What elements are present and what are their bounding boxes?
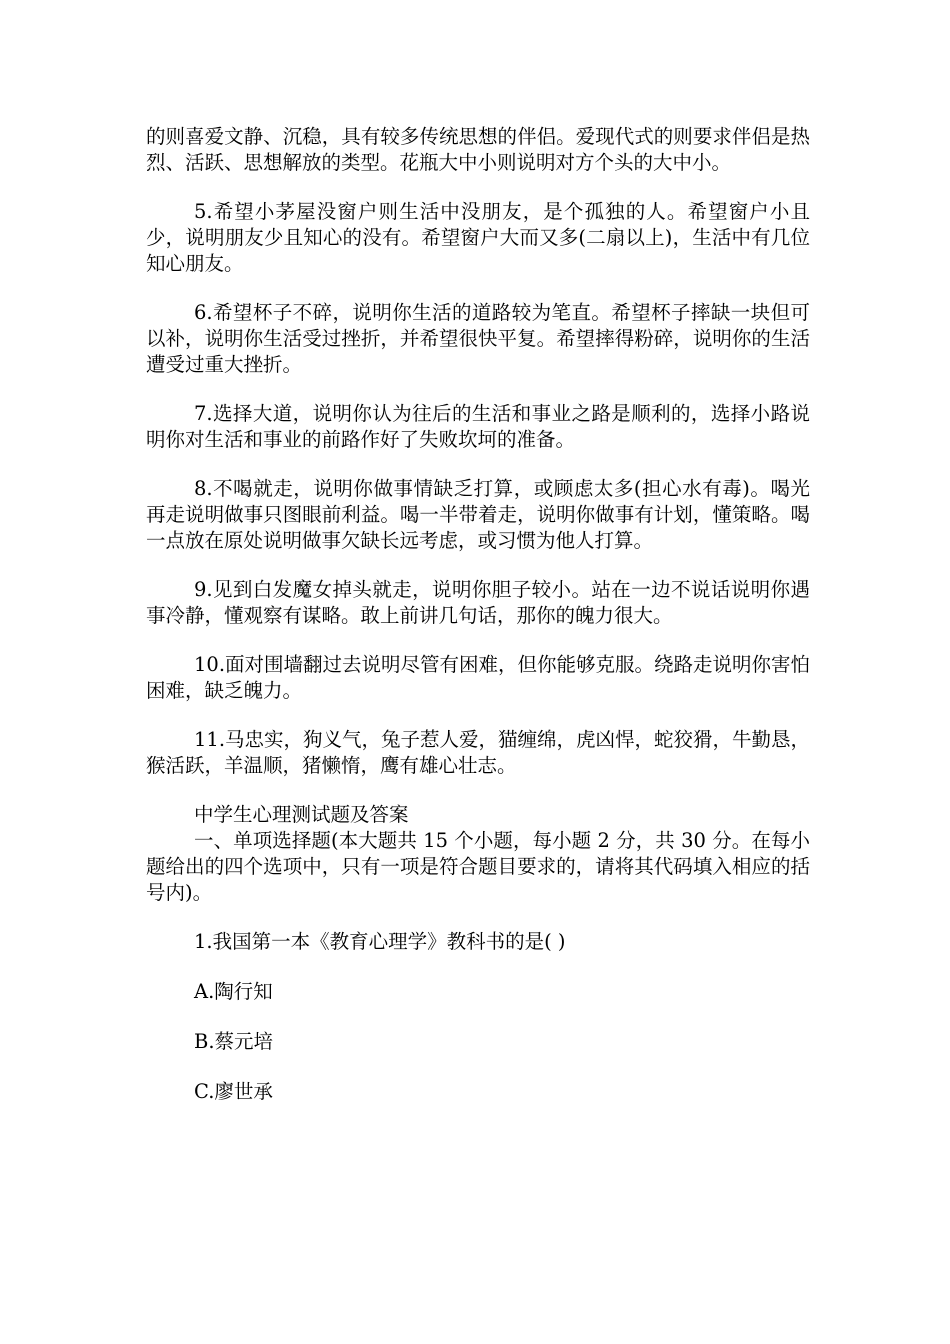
paragraph-item-10: 10.面对围墙翻过去说明尽管有困难，但你能够克服。绕路走说明你害怕困难，缺乏魄力。 [146,653,811,702]
paragraph-continuation: 的则喜爱文静、沉稳，具有较多传统思想的伴侣。爱现代式的则要求伴侣是热烈、活跃、思想解放的类型。花瓶大中小则说明对方个头的大中小。 [146,125,810,174]
option-a: A.陶行知 [194,980,273,1003]
paragraph-item-6: 6.希望杯子不碎，说明你生活的道路较为笔直。希望杯子摔缺一块但可以补，说明你生活受过挫折，并希望很快平复。希望摔得粉碎，说明你的生活遭受过重大挫折。 [146,301,810,376]
paragraph-item-11: 11.马忠实，狗义气，兔子惹人爱，猫缠绵，虎凶悍，蛇狡猾，牛勤恳，猴活跃，羊温顺，猪懒惰，鹰有雄心壮志。 [146,728,811,777]
option-b: B.蔡元培 [194,1030,274,1053]
section-instruction: 一、单项选择题(本大题共 15 个小题，每小题 2 分，共 30 分。在每小题给出的四个选项中，只有一项是符合题目要求的，请将其代码填入相应的括号内)。 [146,829,810,904]
document-body [146,124,810,1129]
paragraph-item-8: 8.不喝就走，说明你做事情缺乏打算，或顾虑太多(担心水有毒)。喝光再走说明做事只图眼前利益。喝一半带着走，说明你做事有计划，懂策略。喝一点放在原处说明做事欠缺长远考虑，或习惯为他人打算。 [146,477,810,552]
paragraph-item-7: 7.选择大道，说明你认为往后的生活和事业之路是顺利的，选择小路说明你对生活和事业的前路作好了失败坎坷的准备。 [146,402,810,451]
section-title: 中学生心理测试题及答案 [194,803,409,826]
option-c: C.廖世承 [194,1080,273,1103]
question-1: 1.我国第一本《教育心理学》教科书的是( ) [194,930,566,953]
paragraph-item-9: 9.见到白发魔女掉头就走，说明你胆子较小。站在一边不说话说明你遇事冷静，懂观察有谋略。敢上前讲几句话，那你的魄力很大。 [146,578,810,627]
paragraph-item-5: 5.希望小茅屋没窗户则生活中没朋友，是个孤独的人。希望窗户小且少，说明朋友少且知心的没有。希望窗户大而又多(二扇以上)，生活中有几位知心朋友。 [146,200,810,275]
